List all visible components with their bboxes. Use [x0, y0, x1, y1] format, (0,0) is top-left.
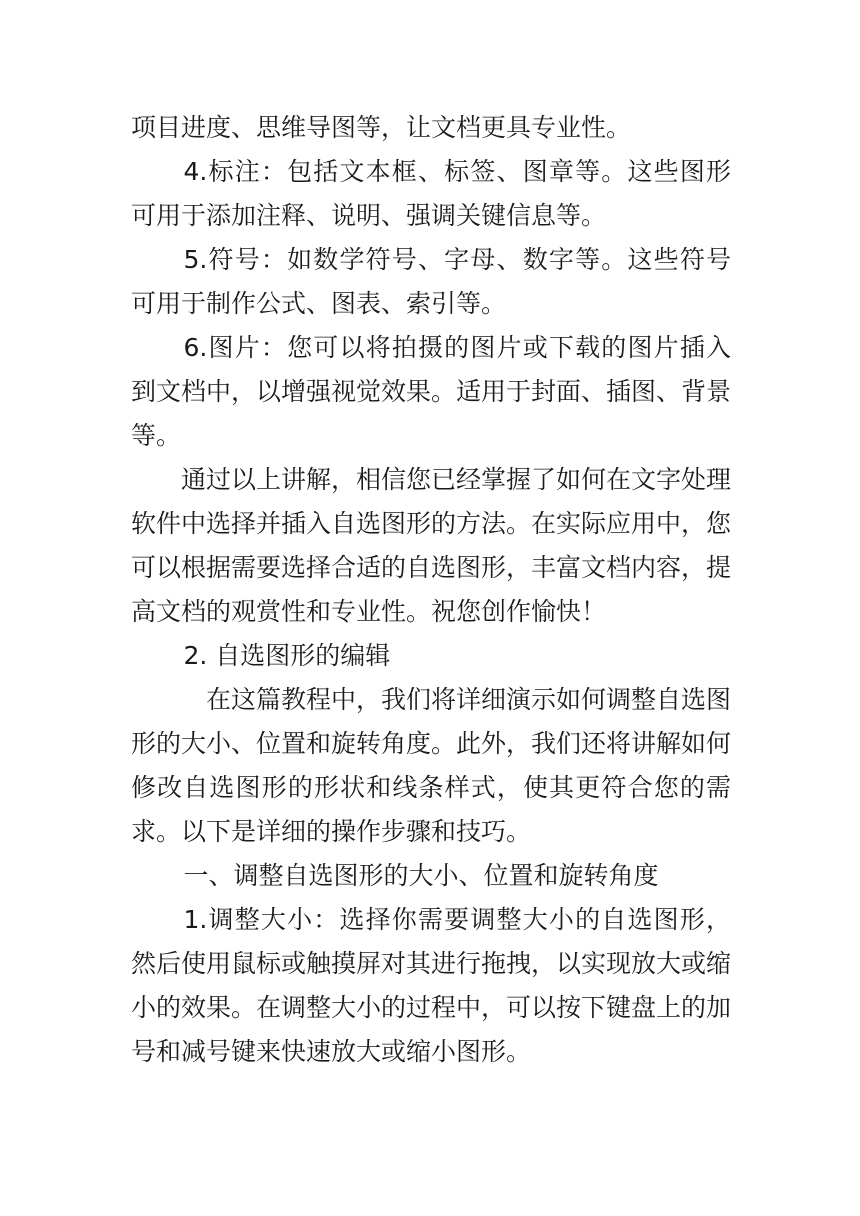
- section-heading: 2. 自选图形的编辑: [183, 641, 391, 670]
- paragraph-item-4: 4.标注：包括文本框、标签、图章等。这些图形可用于添加注释、说明、强调关键信息等。: [131, 157, 731, 230]
- document-body: [131, 106, 731, 1074]
- paragraph-summary: 通过以上讲解，相信您已经掌握了如何在文字处理软件中选择并插入自选图形的方法。在实际应用中，您可以根据需要选择合适的自选图形，丰富文档内容，提高文档的观赏性和专业性。祝您创作愉快！: [131, 465, 732, 626]
- paragraph-item-5: 5.符号：如数学符号、字母、数字等。这些符号可用于制作公式、图表、索引等。: [131, 245, 731, 318]
- subsection-heading: 一、调整自选图形的大小、位置和旋转角度: [183, 861, 659, 890]
- paragraph-intro: 在这篇教程中，我们将详细演示如何调整自选图形的大小、位置和旋转角度。此外，我们还将讲解如何修改自选图形的形状和线条样式，使其更符合您的需求。以下是详细的操作步骤和技巧。: [131, 685, 732, 846]
- paragraph-step-1: 1.调整大小：选择你需要调整大小的自选图形，然后使用鼠标或触摸屏对其进行拖拽，以实现放大或缩小的效果。在调整大小的过程中，可以按下键盘上的加号和减号键来快速放大或缩小图形。: [131, 905, 732, 1066]
- paragraph-continued: 项目进度、思维导图等，让文档更具专业性。: [131, 113, 632, 142]
- paragraph-item-6: 6.图片：您可以将拍摄的图片或下载的图片插入到文档中，以增强视觉效果。适用于封面、插图、背景等。: [131, 333, 732, 450]
